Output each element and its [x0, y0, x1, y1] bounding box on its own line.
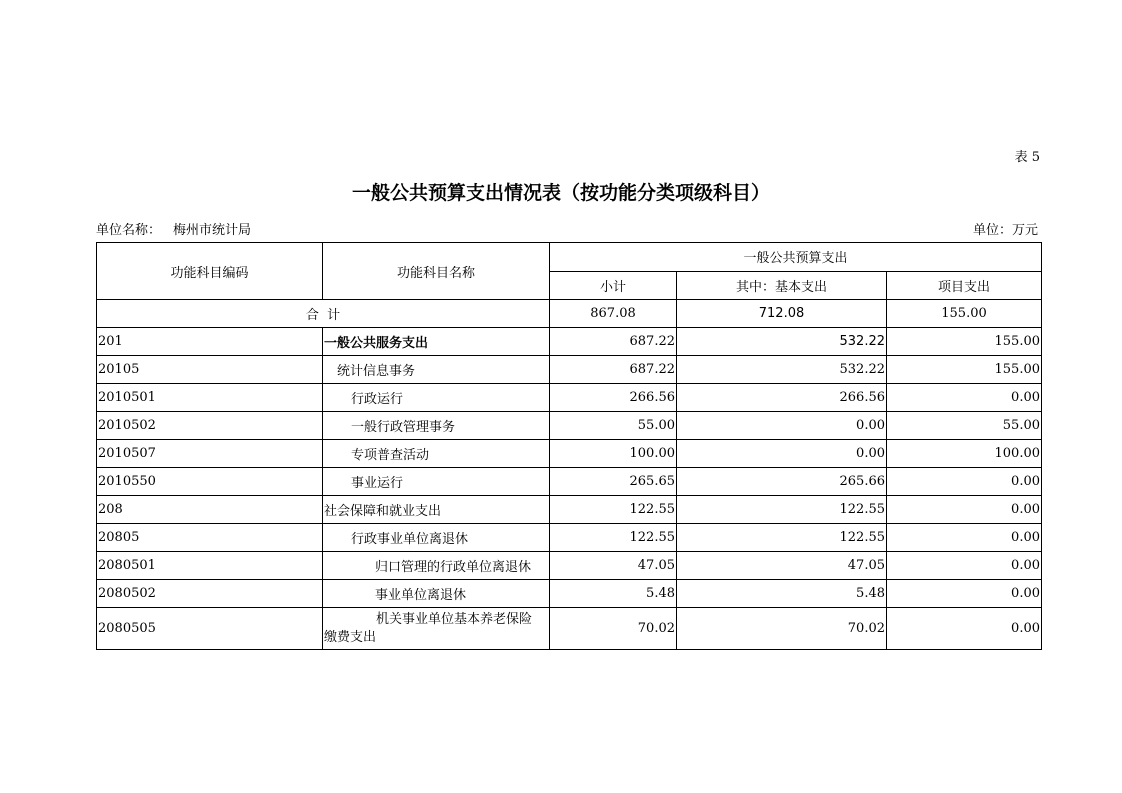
- row-project: 155.00: [887, 328, 1042, 356]
- row-project: 0.00: [887, 384, 1042, 412]
- row-name: [323, 608, 550, 650]
- row-project: 0.00: [887, 524, 1042, 552]
- row-subtotal: 55.00: [550, 412, 677, 440]
- row-code: 20105: [97, 356, 323, 384]
- header-project: 项目支出: [887, 271, 1042, 300]
- total-label: 合 计: [97, 300, 550, 328]
- row-subtotal: 5.48: [550, 580, 677, 608]
- row-subtotal: 265.65: [550, 468, 677, 496]
- table-row: [97, 496, 1042, 524]
- total-subtotal: 867.08: [550, 300, 677, 328]
- unit-name-label: 单位名称：: [96, 223, 162, 238]
- row-basic: 265.66: [677, 468, 887, 496]
- row-basic: 122.55: [677, 496, 887, 524]
- row-basic: 0.00: [677, 440, 887, 468]
- row-name: 行政事业单位离退休: [323, 524, 550, 552]
- row-basic: 266.56: [677, 384, 887, 412]
- row-code: 208: [97, 496, 323, 524]
- table-row: [97, 580, 1042, 608]
- header-basic: 其中：基本支出: [677, 271, 887, 300]
- row-code: 2080501: [97, 552, 323, 580]
- header-subtotal: 小计: [550, 271, 677, 300]
- expenditure-table: [96, 242, 1042, 650]
- table-row: [97, 468, 1042, 496]
- row-subtotal: 266.56: [550, 384, 677, 412]
- row-code: 2010501: [97, 384, 323, 412]
- row-subtotal: 100.00: [550, 440, 677, 468]
- unit-name: [96, 219, 251, 238]
- row-basic: 532.22: [677, 356, 887, 384]
- row-basic: 5.48: [677, 580, 887, 608]
- table-row: [97, 356, 1042, 384]
- row-basic: 70.02: [677, 608, 887, 650]
- row-project: 155.00: [887, 356, 1042, 384]
- unit-name-value: 梅州市统计局: [173, 223, 252, 238]
- total-project: 155.00: [887, 300, 1042, 328]
- row-basic: 47.05: [677, 552, 887, 580]
- row-code: 20805: [97, 524, 323, 552]
- row-subtotal: 122.55: [550, 496, 677, 524]
- row-name: 事业单位离退休: [323, 580, 550, 608]
- row-subtotal: 687.22: [550, 356, 677, 384]
- document-title: 一般公共预算支出情况表（按功能分类项级科目）: [351, 182, 770, 204]
- row-name: 行政运行: [323, 384, 550, 412]
- total-row: [97, 300, 1042, 328]
- table-number: 表 5: [1014, 150, 1040, 165]
- table-row: [97, 524, 1042, 552]
- header-group: 一般公共预算支出: [550, 243, 1042, 272]
- row-code: 2080505: [97, 608, 323, 650]
- row-name: 一般公共服务支出: [323, 328, 550, 356]
- row-name: 专项普查活动: [323, 440, 550, 468]
- row-name: 一般行政管理事务: [323, 412, 550, 440]
- header-name: 功能科目名称: [323, 243, 550, 300]
- table-row: [97, 552, 1042, 580]
- row-name-line1: 机关事业单位基本养老保险: [376, 611, 533, 627]
- row-code: 2010507: [97, 440, 323, 468]
- row-basic: 532.22: [677, 328, 887, 356]
- row-code: 2010550: [97, 468, 323, 496]
- row-project: 0.00: [887, 496, 1042, 524]
- row-project: 0.00: [887, 608, 1042, 650]
- header-code: 功能科目编码: [97, 243, 323, 300]
- row-code: 201: [97, 328, 323, 356]
- row-basic: 122.55: [677, 524, 887, 552]
- row-subtotal: 122.55: [550, 524, 677, 552]
- row-code: 2080502: [97, 580, 323, 608]
- total-basic: 712.08: [677, 300, 887, 328]
- row-project: 0.00: [887, 552, 1042, 580]
- row-project: 55.00: [887, 412, 1042, 440]
- row-name-line2: 缴费支出: [324, 629, 377, 645]
- table-row: [97, 440, 1042, 468]
- table-row: [97, 328, 1042, 356]
- row-code: 2010502: [97, 412, 323, 440]
- row-project: 0.00: [887, 468, 1042, 496]
- row-name: 统计信息事务: [323, 356, 550, 384]
- currency-unit: 单位：万元: [972, 223, 1038, 238]
- row-subtotal: 687.22: [550, 328, 677, 356]
- table-row: [97, 384, 1042, 412]
- row-name: 社会保障和就业支出: [323, 496, 550, 524]
- row-name: 事业运行: [323, 468, 550, 496]
- row-project: 100.00: [887, 440, 1042, 468]
- row-basic: 0.00: [677, 412, 887, 440]
- row-name: 归口管理的行政单位离退休: [323, 552, 550, 580]
- row-subtotal: 70.02: [550, 608, 677, 650]
- header-row-1: [97, 243, 1042, 272]
- row-project: 0.00: [887, 580, 1042, 608]
- row-subtotal: 47.05: [550, 552, 677, 580]
- table-row: [97, 412, 1042, 440]
- table-row: [97, 608, 1042, 650]
- unit-info-row: [96, 219, 1040, 237]
